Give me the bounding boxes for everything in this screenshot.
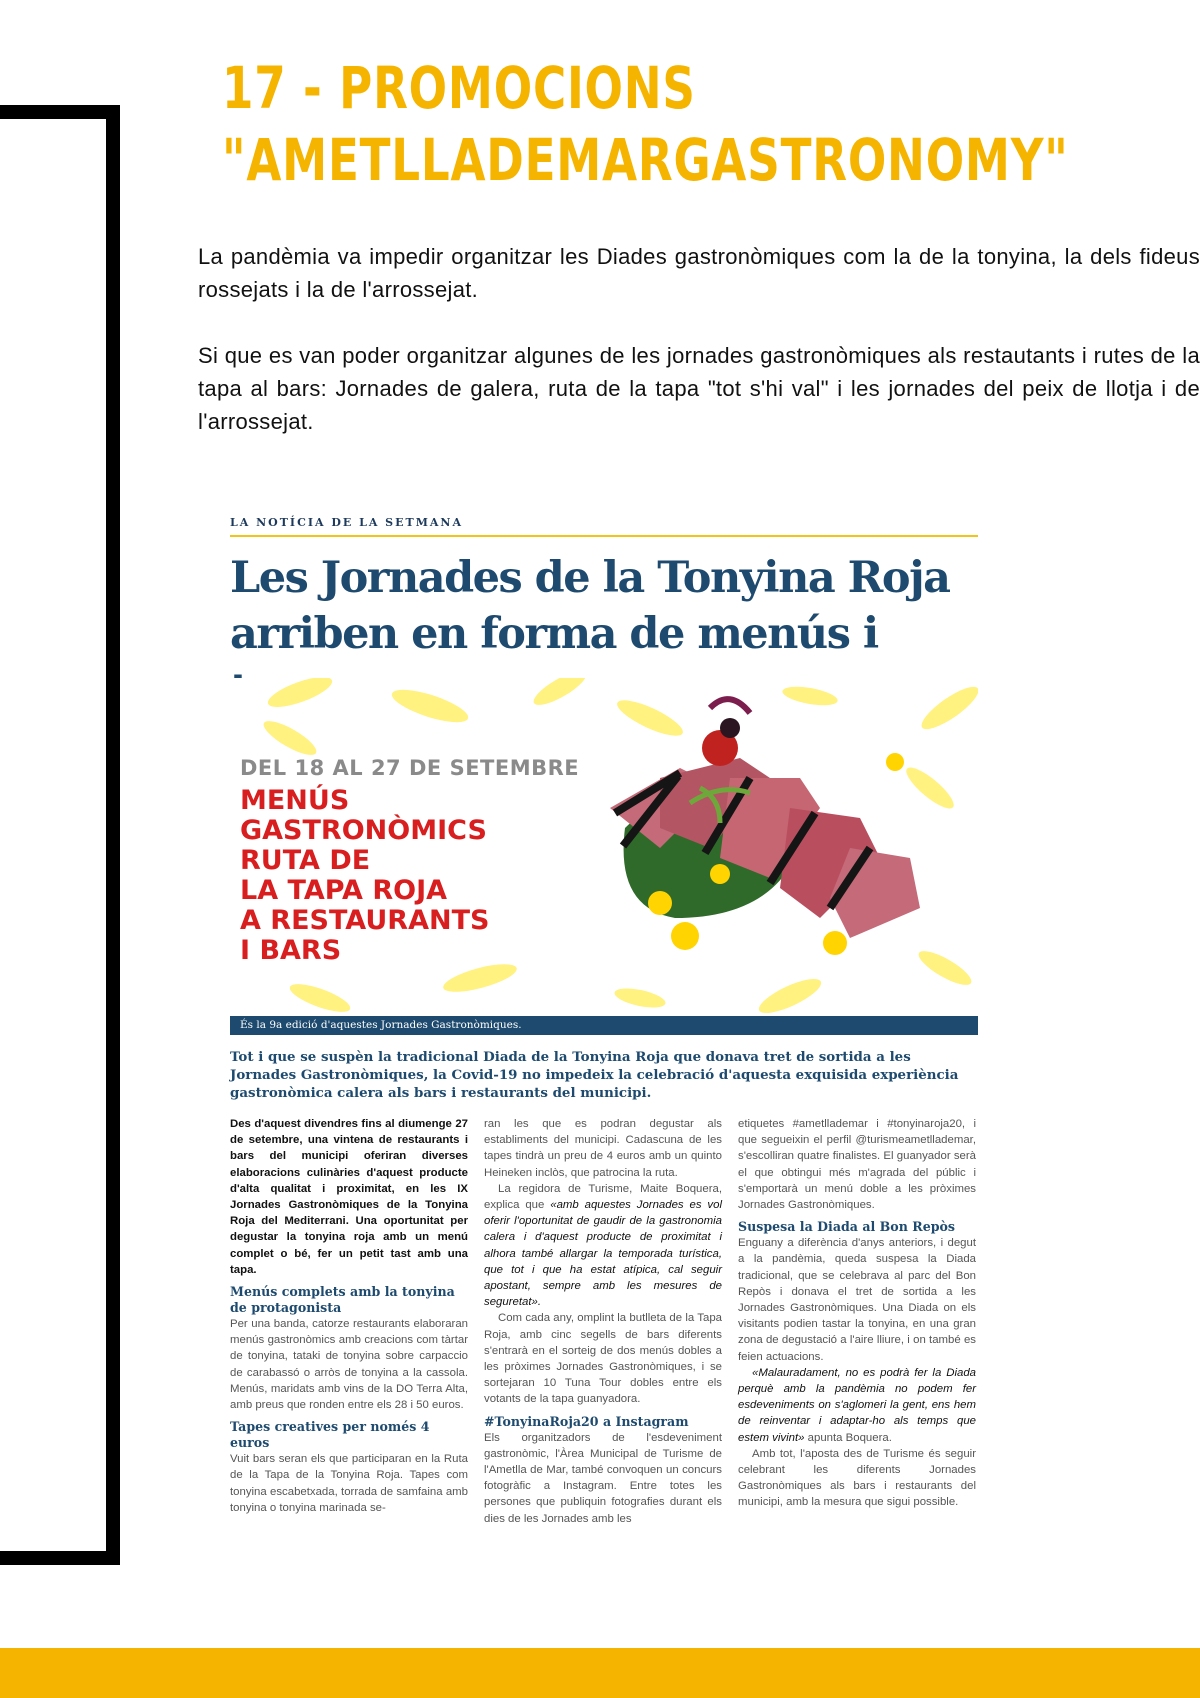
column3-paragraph: etiquetes #ametllademar i #tonyinaroja20, i que segueixin el perfil @turismeametllademar, s'escolliran quatre finalistes. El guanyador serà el que obtingui més m'agrada del públic i s'emportarà un menú doble a les pròximes Jornades Gastronòmiques. — [738, 1118, 976, 1212]
page-title-line2: "AMETLLADEMARGASTRONOMY" — [222, 126, 1069, 194]
subheading: Suspesa la Diada al Bon Repòs — [738, 1219, 956, 1235]
hero-image — [230, 678, 978, 1016]
hero-line: LA TAPA ROJA — [240, 875, 448, 906]
black-frame-decoration — [0, 105, 120, 1565]
hero-line: A RESTAURANTS — [240, 905, 490, 936]
column2-paragraph: Com cada any, omplint la butlleta de la Tapa Roja, amb cinc segells de bars diferents s'entrarà en el sorteig de dos menús dobles a les pròximes Jornades Gastronòmiques, i se sortejaran 10 Tuna Tour dobles entre els votants de la tapa guanyadora. — [484, 1312, 722, 1406]
quote-text: «amb aquestes Jornades es vol oferir l'oportunitat de gaudir de la gastronomia calera i d'aquest producte de proximitat i alhora també allargar la temporada turística, que tot i que ha estat atípica, cal seguir apostant, sempre amb les mesures de seguretat». — [484, 1199, 722, 1309]
kicker-rule — [230, 535, 978, 537]
column1-paragraph: Per una banda, catorze restaurants elaboraran menús gastronòmics amb creacions com tàrtar de tonyina, tataki de tonyina sobre carpaccio de carabassó o arròs de tonyina a la cassola. Menús, maridats amb vins de la DO Terra Alta, amb preus que ronden entre els 28 i 50 euros. — [230, 1318, 468, 1412]
newspaper-clipping — [230, 516, 978, 1542]
hero-dates: DEL 18 AL 27 DE SETEMBRE — [240, 756, 580, 780]
hero-line: GASTRONÒMICS — [240, 815, 487, 846]
intro-text — [198, 240, 1200, 471]
page-title — [222, 52, 1069, 196]
hero-line: I BARS — [240, 935, 342, 966]
headline-line2: arriben en forma de menús i — [230, 609, 878, 659]
article-column-2 — [484, 1116, 722, 1527]
article-column-3 — [738, 1116, 976, 1527]
article-columns — [230, 1116, 978, 1527]
quote-attribution: apunta Boquera. — [804, 1431, 892, 1444]
headline-line1: Les Jornades de la Tonyina Roja — [230, 553, 950, 603]
hero-line: MENÚS — [240, 785, 350, 816]
column2-quote-paragraph — [484, 1181, 722, 1311]
subheading: #TonyinaRoja20 a Instagram — [484, 1413, 689, 1429]
intro-paragraph-1: La pandèmia va impedir organitzar les Diades gastronòmiques com la de la tonyina, la dels fideus rossejats i la de l'arrossejat. — [198, 244, 1200, 302]
quote-text: «Malauradament, no es podrà fer la Diada perquè amb la pandèmia no podem fer esdeveniments on s'aglomeri la gent, ens hem de reinventar i adaptar-ho als temps que estem vivint» — [738, 1366, 976, 1444]
hero-line: RUTA DE — [240, 845, 371, 876]
column3-quote-paragraph — [738, 1365, 976, 1446]
column3-paragraph: Enguany a diferència d'anys anteriors, i degut a la pandèmia, queda suspesa la Diada tradicional, que se celebrava al parc del Bon Repòs i donava el tret de sortida a les Jornades Gastronòmiques. Una Diada on els visitants podien tastar la tonyina, en una gran zona de degustació a l'aire lliure, i on també es feien actuacions. — [738, 1237, 976, 1363]
intro-paragraph-2: Si que es van poder organitzar algunes de les jornades gastronòmiques als restautants i rutes de la tapa al bars: Jornades de galera, ruta de la tapa "tot s'hi val" i les jornades del peix de llotja i de l'arrossejat. — [198, 343, 1200, 434]
article-column-1 — [230, 1116, 468, 1527]
column2-paragraph: ran les que es podran degustar als establiments del municipi. Cadascuna de les tapes tindrà un preu de 4 euros amb un quinto Heineken inclòs, que patrocina la ruta. — [484, 1118, 722, 1179]
hero-headline — [240, 786, 489, 966]
column1-paragraph: Des d'aquest divendres fins al diumenge 27 de setembre, una vintena de restaurants i bars del municipi oferiran diverses elaboracions culinàries d'aquest producte d'alta qualitat i proximitat, en les IX Jornades Gastronòmiques de la Tonyina Roja del Mediterrani. Una oportunitat per degustar la tonyina roja amb un menú complet o bé, fer un petit tast amb una tapa. — [230, 1118, 468, 1276]
column2-paragraph: Els organitzadors de l'esdeveniment gastronòmic, l'Àrea Municipal de Turisme de l'Ametlla de Mar, també convoquen un concurs fotogràfic a Instagram. Entre totes les persones que publiquin fotografies durant els dies de les Jornades amb les — [484, 1431, 722, 1525]
quote-intro: La regidora de Turisme, Maite Boquera, explica que — [484, 1182, 722, 1212]
subheading: Tapes creatives per només 4 euros — [230, 1419, 430, 1451]
image-caption: És la 9a edició d'aquestes Jornades Gastronòmiques. — [230, 1016, 978, 1035]
footer-accent-bar — [0, 1648, 1200, 1698]
clipping-kicker: LA NOTÍCIA DE LA SETMANA — [230, 516, 463, 529]
article-lead: Tot i que se suspèn la tradicional Diada de la Tonyina Roja que donava tret de sortida a les Jornades Gastronòmiques, la Covid-19 no impedeix la celebració d'aquesta exquisida experiència gastronòmica calera als bars i restaurants del municipi. — [230, 1049, 959, 1101]
subheading: Menús complets amb la tonyina de protagonista — [230, 1284, 455, 1316]
page-title-line1: 17 - PROMOCIONS — [222, 54, 696, 122]
column1-paragraph: Vuit bars seran els que participaran en la Ruta de la Tapa de la Tonyina Roja. Tapes com tonyina escabetxada, torrada de samfaina amb tonyina o tonyina marinada se- — [230, 1453, 468, 1514]
column3-paragraph: Amb tot, l'aposta des de Turisme és seguir celebrant les diferents Jornades Gastronòmiques als bars i restaurants del municipi, amb la mesura que sigui possible. — [738, 1447, 976, 1509]
